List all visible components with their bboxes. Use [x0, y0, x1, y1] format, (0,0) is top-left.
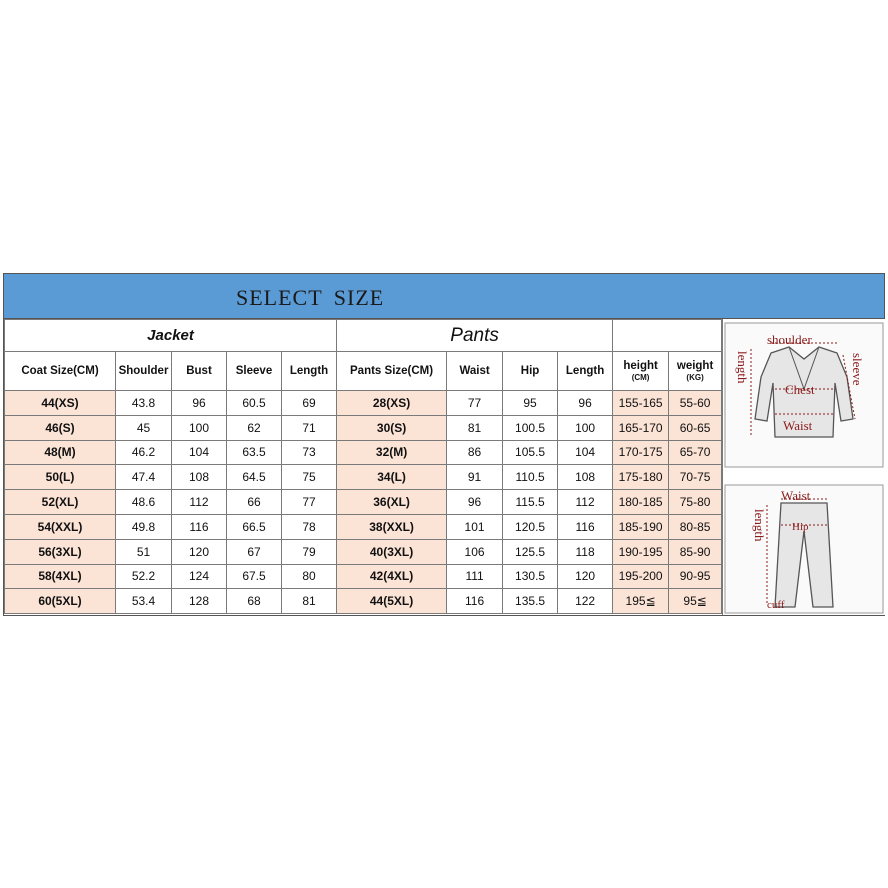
cell-hip: 110.5	[503, 465, 558, 490]
body-section-title-empty	[613, 320, 722, 352]
cell-pants-size: 32(M)	[337, 440, 447, 465]
cell-weight: 55-60	[669, 391, 722, 416]
cell-hip: 120.5	[503, 514, 558, 539]
cell-sleeve: 68	[227, 589, 282, 614]
cell-weight: 70-75	[669, 465, 722, 490]
diagram-shoulder-label: shoulder	[767, 332, 812, 347]
cell-waist: 81	[447, 415, 503, 440]
cell-length: 77	[282, 490, 337, 515]
header-height-label: height	[623, 360, 658, 372]
cell-pants-length: 118	[558, 539, 613, 564]
cell-bust: 128	[172, 589, 227, 614]
cell-bust: 108	[172, 465, 227, 490]
cell-sleeve: 64.5	[227, 465, 282, 490]
cell-height: 195-200	[613, 564, 669, 589]
cell-waist: 91	[447, 465, 503, 490]
header-sleeve: Sleeve	[227, 352, 282, 391]
diagram-pants-hip-label: Hip	[792, 521, 809, 533]
cell-shoulder: 49.8	[116, 514, 172, 539]
cell-sleeve: 66.5	[227, 514, 282, 539]
diagram-length-label: length	[735, 351, 750, 384]
column-header-row	[5, 352, 722, 391]
cell-coat-size: 50(L)	[5, 465, 116, 490]
table-row	[5, 391, 722, 416]
cell-coat-size: 58(4XL)	[5, 564, 116, 589]
cell-pants-size: 28(XS)	[337, 391, 447, 416]
cell-shoulder: 52.2	[116, 564, 172, 589]
cell-length: 78	[282, 514, 337, 539]
cell-height: 190-195	[613, 539, 669, 564]
cell-bust: 96	[172, 391, 227, 416]
header-pants-size: Pants Size(CM)	[337, 352, 447, 391]
cell-coat-size: 56(3XL)	[5, 539, 116, 564]
cell-sleeve: 62	[227, 415, 282, 440]
table-row	[5, 465, 722, 490]
cell-weight: 75-80	[669, 490, 722, 515]
cell-weight: 85-90	[669, 539, 722, 564]
cell-sleeve: 66	[227, 490, 282, 515]
cell-pants-size: 30(S)	[337, 415, 447, 440]
cell-bust: 104	[172, 440, 227, 465]
section-title-row	[5, 320, 722, 352]
cell-bust: 120	[172, 539, 227, 564]
cell-shoulder: 51	[116, 539, 172, 564]
cell-length: 81	[282, 589, 337, 614]
cell-weight: 90-95	[669, 564, 722, 589]
cell-coat-size: 60(5XL)	[5, 589, 116, 614]
header-weight	[669, 352, 722, 391]
cell-height: 155-165	[613, 391, 669, 416]
select-size-banner	[4, 274, 884, 319]
header-height-unit: (CM)	[631, 373, 650, 382]
diagram-pants-length-label: length	[752, 509, 767, 542]
cell-shoulder: 53.4	[116, 589, 172, 614]
header-height	[613, 352, 669, 391]
cell-waist: 116	[447, 589, 503, 614]
size-chart	[3, 273, 885, 616]
cell-length: 80	[282, 564, 337, 589]
cell-hip: 100.5	[503, 415, 558, 440]
cell-pants-length: 96	[558, 391, 613, 416]
header-bust: Bust	[172, 352, 227, 391]
cell-coat-size: 54(XXL)	[5, 514, 116, 539]
cell-length: 75	[282, 465, 337, 490]
cell-pants-size: 42(4XL)	[337, 564, 447, 589]
cell-pants-length: 112	[558, 490, 613, 515]
cell-pants-length: 104	[558, 440, 613, 465]
cell-hip: 130.5	[503, 564, 558, 589]
cell-bust: 112	[172, 490, 227, 515]
size-rows	[5, 391, 722, 614]
cell-sleeve: 63.5	[227, 440, 282, 465]
size-table	[4, 319, 722, 614]
table-row	[5, 539, 722, 564]
cell-hip: 125.5	[503, 539, 558, 564]
cell-coat-size: 52(XL)	[5, 490, 116, 515]
table-row	[5, 415, 722, 440]
cell-height: 195≦	[613, 589, 669, 614]
cell-waist: 106	[447, 539, 503, 564]
cell-pants-size: 44(5XL)	[337, 589, 447, 614]
cell-weight: 80-85	[669, 514, 722, 539]
jacket-section-title: Jacket	[5, 320, 337, 352]
cell-pants-length: 108	[558, 465, 613, 490]
cell-shoulder: 45	[116, 415, 172, 440]
cell-shoulder: 43.8	[116, 391, 172, 416]
cell-pants-length: 116	[558, 514, 613, 539]
cell-weight: 95≦	[669, 589, 722, 614]
cell-pants-size: 36(XL)	[337, 490, 447, 515]
header-length: Length	[282, 352, 337, 391]
cell-hip: 115.5	[503, 490, 558, 515]
table-row	[5, 514, 722, 539]
cell-waist: 86	[447, 440, 503, 465]
cell-length: 69	[282, 391, 337, 416]
table-row	[5, 564, 722, 589]
header-weight-unit: (KG)	[686, 373, 704, 382]
cell-length: 71	[282, 415, 337, 440]
diagram-pants-waist-label: Waist	[781, 488, 811, 503]
cell-height: 170-175	[613, 440, 669, 465]
diagram-pants-cuff-label: cuff	[767, 599, 785, 611]
cell-sleeve: 67.5	[227, 564, 282, 589]
pants-section-title: Pants	[337, 320, 613, 352]
cell-weight: 60-65	[669, 415, 722, 440]
cell-pants-length: 122	[558, 589, 613, 614]
header-shoulder: Shoulder	[116, 352, 172, 391]
header-hip: Hip	[503, 352, 558, 391]
cell-coat-size: 44(XS)	[5, 391, 116, 416]
cell-weight: 65-70	[669, 440, 722, 465]
cell-waist: 101	[447, 514, 503, 539]
header-waist: Waist	[447, 352, 503, 391]
diagram-chest-label: Chest	[785, 382, 815, 397]
cell-waist: 77	[447, 391, 503, 416]
cell-hip: 95	[503, 391, 558, 416]
cell-height: 175-180	[613, 465, 669, 490]
cell-bust: 124	[172, 564, 227, 589]
cell-height: 185-190	[613, 514, 669, 539]
cell-bust: 100	[172, 415, 227, 440]
cell-coat-size: 48(M)	[5, 440, 116, 465]
header-weight-label: weight	[676, 360, 714, 372]
cell-waist: 96	[447, 490, 503, 515]
cell-sleeve: 60.5	[227, 391, 282, 416]
cell-height: 180-185	[613, 490, 669, 515]
cell-bust: 116	[172, 514, 227, 539]
cell-pants-length: 100	[558, 415, 613, 440]
table-row	[5, 490, 722, 515]
cell-shoulder: 46.2	[116, 440, 172, 465]
cell-height: 165-170	[613, 415, 669, 440]
banner-title: SELECT SIZE	[236, 285, 385, 310]
measurement-diagram	[722, 319, 885, 615]
cell-length: 79	[282, 539, 337, 564]
diagram-waist-label: Waist	[783, 418, 813, 433]
table-row	[5, 589, 722, 614]
cell-pants-length: 120	[558, 564, 613, 589]
cell-coat-size: 46(S)	[5, 415, 116, 440]
table-row	[5, 440, 722, 465]
header-pants-length: Length	[558, 352, 613, 391]
cell-shoulder: 47.4	[116, 465, 172, 490]
cell-sleeve: 67	[227, 539, 282, 564]
cell-pants-size: 34(L)	[337, 465, 447, 490]
header-coat-size: Coat Size(CM)	[5, 352, 116, 391]
cell-hip: 105.5	[503, 440, 558, 465]
cell-pants-size: 40(3XL)	[337, 539, 447, 564]
diagram-sleeve-label: sleeve	[850, 353, 865, 386]
cell-length: 73	[282, 440, 337, 465]
cell-pants-size: 38(XXL)	[337, 514, 447, 539]
cell-shoulder: 48.6	[116, 490, 172, 515]
cell-waist: 111	[447, 564, 503, 589]
cell-hip: 135.5	[503, 589, 558, 614]
